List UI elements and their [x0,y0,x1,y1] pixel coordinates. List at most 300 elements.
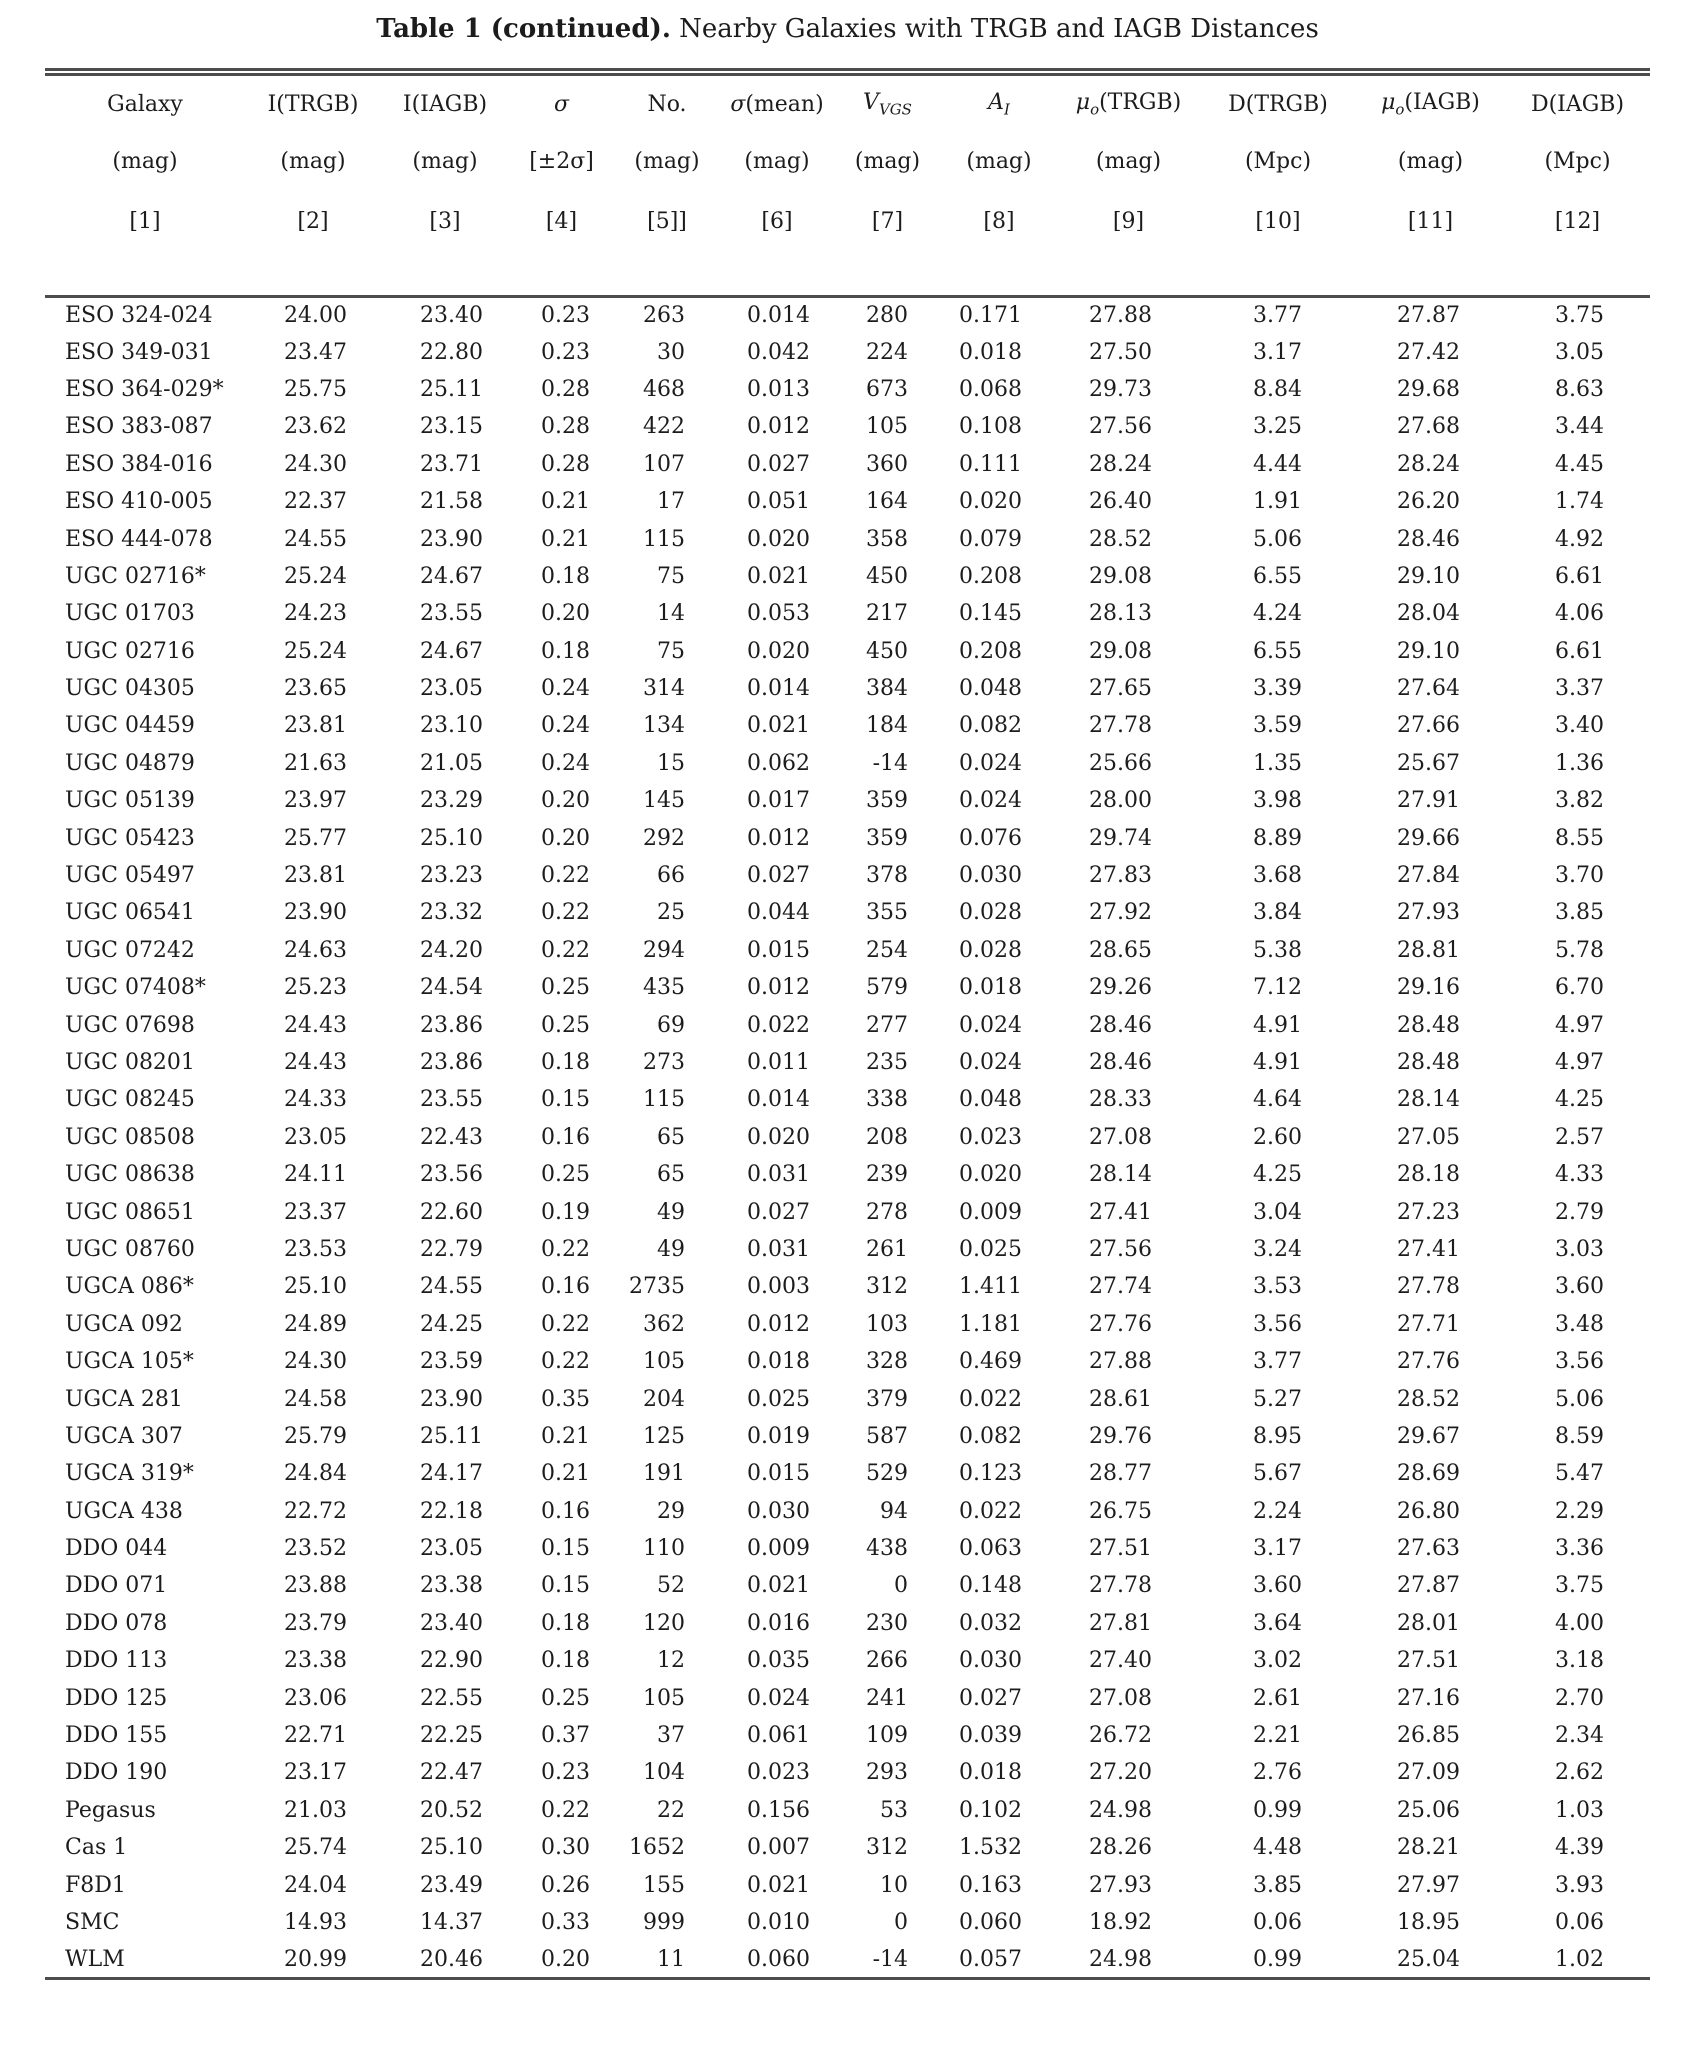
value-cell-sigma: 0.25 [541,1685,590,1711]
value-cell-d-trgb: 5.38 [1253,937,1302,963]
value-cell-i-trgb: 24.30 [284,1349,347,1375]
value-cell-sigma-mean: 0.007 [747,1835,810,1861]
value-cell-i-trgb: 24.58 [284,1386,347,1412]
value-cell-sigma-mean: 0.031 [747,1236,810,1262]
value-cell-i-iagb: 23.23 [420,863,483,889]
table-row [45,1343,1650,1380]
value-cell-sigma-mean: 0.022 [747,1012,810,1038]
value-cell-sigma-mean: 0.027 [747,451,810,477]
value-cell-d-iagb: 2.70 [1555,1685,1604,1711]
value-cell-v-vgs: 0 [894,1573,908,1599]
table-row [45,1717,1650,1754]
value-cell-a-i: 0.171 [959,302,1022,328]
value-cell-sigma: 0.33 [541,1909,590,1935]
galaxy-name-cell: Pegasus [65,1797,156,1823]
value-cell-sigma: 0.22 [541,937,590,963]
value-cell-d-iagb: 8.55 [1555,825,1604,851]
galaxy-name-cell: UGC 08638 [65,1162,195,1188]
header-row-spacer [45,252,1650,296]
value-cell-sigma: 0.23 [541,339,590,365]
value-cell-sigma-mean: 0.014 [747,302,810,328]
col-unit-i-iagb: (mag) [412,148,478,174]
value-cell-d-iagb: 3.48 [1555,1311,1604,1337]
value-cell-i-trgb: 24.55 [284,526,347,552]
value-cell-i-trgb: 23.81 [284,863,347,889]
value-cell-a-i: 0.024 [959,1012,1022,1038]
value-cell-d-iagb: 4.45 [1555,451,1604,477]
galaxy-name-cell: DDO 155 [65,1723,168,1749]
value-cell-v-vgs: 261 [866,1236,908,1262]
value-cell-sigma: 0.24 [541,750,590,776]
value-cell-a-i: 0.123 [959,1461,1022,1487]
value-cell-d-trgb: 3.25 [1253,414,1302,440]
value-cell-no: 115 [643,1087,685,1113]
value-cell-d-iagb: 3.93 [1555,1872,1604,1898]
value-cell-i-iagb: 23.86 [420,1050,483,1075]
value-cell-sigma: 0.20 [541,601,590,627]
col-index-no: [5]] [647,208,687,234]
value-cell-sigma-mean: 0.021 [747,713,810,739]
col-index-d-iagb: [12] [1554,208,1601,234]
col-unit-d-trgb: (Mpc) [1244,148,1312,174]
value-cell-mu0-trgb: 27.88 [1089,302,1152,328]
value-cell-sigma-mean: 0.027 [747,1199,810,1225]
value-cell-no: 22 [657,1797,685,1823]
table-row [45,558,1650,595]
value-cell-a-i: 0.020 [959,489,1022,515]
value-cell-d-iagb: 3.44 [1555,414,1604,440]
value-cell-sigma-mean: 0.053 [747,601,810,627]
value-cell-sigma-mean: 0.023 [747,1760,810,1786]
value-cell-mu0-iagb: 28.48 [1397,1050,1460,1075]
value-cell-mu0-iagb: 28.52 [1397,1386,1460,1412]
value-cell-mu0-trgb: 27.56 [1089,414,1152,440]
value-cell-i-iagb: 22.80 [420,339,483,365]
value-cell-i-iagb: 25.11 [420,1423,483,1449]
value-cell-d-iagb: 4.39 [1555,1835,1604,1861]
value-cell-sigma-mean: 0.012 [747,825,810,851]
value-cell-d-trgb: 3.68 [1253,863,1302,889]
galaxy-name-cell: UGCA 105* [65,1349,194,1375]
value-cell-mu0-trgb: 28.77 [1089,1461,1152,1487]
value-cell-v-vgs: 53 [880,1797,908,1823]
col-unit-mu0-iagb: (mag) [1397,148,1464,174]
value-cell-i-iagb: 24.20 [420,937,483,963]
value-cell-v-vgs: 103 [866,1311,908,1337]
galaxy-name-cell: ESO 364-029* [65,376,224,402]
value-cell-sigma: 0.18 [541,638,590,664]
value-cell-sigma: 0.24 [541,676,590,702]
col-index-mu0-trgb: [9] [1112,208,1145,234]
table-row [45,932,1650,969]
value-cell-a-i: 0.079 [959,526,1022,552]
value-cell-sigma-mean: 0.011 [747,1050,810,1075]
value-cell-sigma: 0.15 [541,1536,590,1562]
value-cell-mu0-trgb: 27.56 [1089,1236,1152,1262]
spacer-cell [1200,252,1356,296]
table-row [45,296,1650,333]
value-cell-mu0-trgb: 27.92 [1089,900,1152,926]
table-row [45,894,1650,931]
value-cell-mu0-iagb: 27.64 [1397,676,1460,702]
value-cell-sigma: 0.20 [541,788,590,814]
value-cell-sigma-mean: 0.061 [747,1723,810,1749]
value-cell-d-trgb: 2.60 [1253,1124,1302,1150]
value-cell-sigma-mean: 0.042 [747,339,810,365]
value-cell-d-trgb: 2.24 [1253,1498,1302,1524]
value-cell-no: 422 [643,414,685,440]
value-cell-i-iagb: 24.67 [420,638,483,664]
value-cell-sigma: 0.21 [541,1461,590,1487]
value-cell-i-iagb: 24.55 [420,1274,483,1300]
value-cell-v-vgs: 312 [866,1835,908,1861]
galaxy-name-cell: ESO 384-016 [65,451,213,477]
value-cell-sigma-mean: 0.044 [747,900,810,926]
value-cell-sigma-mean: 0.025 [747,1386,810,1412]
value-cell-i-trgb: 25.74 [284,1835,347,1861]
table-row [45,1904,1650,1941]
galaxy-name-cell: UGC 07698 [65,1012,195,1038]
col-name-i-trgb: I(TRGB) [267,91,359,117]
value-cell-sigma-mean: 0.012 [747,1311,810,1337]
value-cell-d-iagb: 6.70 [1555,975,1604,1001]
value-cell-d-trgb: 3.77 [1253,302,1302,328]
value-cell-mu0-iagb: 26.20 [1397,489,1460,515]
value-cell-i-trgb: 25.10 [284,1274,347,1300]
value-cell-sigma: 0.18 [541,1610,590,1636]
value-cell-no: 14 [657,601,685,627]
value-cell-v-vgs: 438 [866,1536,908,1562]
galaxy-name-cell: ESO 349-031 [65,339,213,365]
col-index-v-vgs: [7] [871,208,904,234]
col-name-a-i: $A_I$ [988,89,1010,119]
value-cell-v-vgs: 241 [866,1685,908,1711]
value-cell-mu0-trgb: 28.26 [1089,1835,1152,1861]
value-cell-sigma-mean: 0.035 [747,1648,810,1674]
value-cell-v-vgs: 450 [866,563,908,589]
value-cell-d-trgb: 1.91 [1253,489,1302,515]
col-unit-sigma-mean: (mag) [744,148,810,174]
value-cell-no: 104 [643,1760,685,1786]
value-cell-i-iagb: 22.18 [420,1498,483,1524]
value-cell-sigma: 0.21 [541,526,590,552]
value-cell-d-trgb: 3.39 [1253,676,1302,702]
value-cell-d-iagb: 6.61 [1555,563,1604,589]
value-cell-d-iagb: 2.34 [1555,1723,1604,1749]
value-cell-mu0-iagb: 28.04 [1397,601,1460,627]
value-cell-sigma: 0.18 [541,563,590,589]
value-cell-v-vgs: 338 [866,1087,908,1113]
col-name-no: No. [647,91,687,117]
value-cell-v-vgs: 587 [866,1423,908,1449]
value-cell-a-i: 0.009 [959,1199,1022,1225]
table-row [45,1119,1650,1156]
value-cell-i-trgb: 24.00 [284,302,347,328]
table-row [45,1156,1650,1193]
value-cell-d-iagb: 5.78 [1555,937,1604,963]
value-cell-a-i: 0.024 [959,1050,1022,1075]
table-row [45,1792,1650,1829]
col-index-i-iagb: [3] [429,208,461,234]
value-cell-sigma: 0.37 [541,1723,590,1749]
value-cell-i-trgb: 21.03 [284,1797,347,1823]
value-cell-mu0-trgb: 29.74 [1089,825,1152,851]
value-cell-i-iagb: 22.60 [420,1199,483,1225]
value-cell-a-i: 0.022 [959,1386,1022,1412]
value-cell-i-trgb: 23.97 [284,788,347,814]
value-cell-mu0-iagb: 27.41 [1397,1236,1460,1262]
value-cell-d-iagb: 4.06 [1555,601,1604,627]
value-cell-no: 263 [643,302,685,328]
value-cell-sigma: 0.19 [541,1199,590,1225]
value-cell-d-iagb: 1.03 [1555,1797,1604,1823]
value-cell-i-iagb: 22.79 [420,1236,483,1262]
value-cell-sigma-mean: 0.017 [747,788,810,814]
value-cell-i-trgb: 22.72 [284,1498,347,1524]
value-cell-sigma: 0.23 [541,302,590,328]
value-cell-i-trgb: 23.79 [284,1610,347,1636]
value-cell-sigma-mean: 0.010 [747,1909,810,1935]
value-cell-mu0-iagb: 25.67 [1397,750,1460,776]
spacer-cell [1505,252,1650,296]
value-cell-i-trgb: 23.90 [284,900,347,926]
value-cell-d-iagb: 5.06 [1555,1386,1604,1412]
value-cell-a-i: 0.028 [959,937,1022,963]
value-cell-no: 69 [657,1012,685,1038]
value-cell-d-iagb: 8.59 [1555,1423,1604,1449]
value-cell-i-iagb: 25.10 [420,825,483,851]
table-row [45,1754,1650,1791]
value-cell-i-iagb: 20.46 [420,1946,483,1972]
galaxy-name-cell: DDO 071 [65,1573,168,1599]
value-cell-sigma: 0.20 [541,825,590,851]
galaxy-name-cell: UGC 08760 [65,1236,195,1262]
value-cell-mu0-iagb: 27.97 [1397,1872,1460,1898]
value-cell-d-iagb: 4.25 [1555,1087,1604,1113]
table-title [0,0,1695,44]
value-cell-v-vgs: 109 [866,1723,908,1749]
value-cell-i-trgb: 25.79 [284,1423,347,1449]
value-cell-i-trgb: 23.38 [284,1648,347,1674]
value-cell-i-iagb: 20.52 [420,1797,483,1823]
col-index-sigma-mean: [6] [761,208,793,234]
value-cell-mu0-iagb: 27.16 [1397,1685,1460,1711]
value-cell-mu0-trgb: 28.00 [1089,788,1152,814]
value-cell-mu0-iagb: 29.10 [1397,563,1460,589]
value-cell-a-i: 0.163 [959,1872,1022,1898]
value-cell-i-iagb: 21.05 [420,750,483,776]
value-cell-no: 115 [643,526,685,552]
galaxy-name-cell: UGC 08508 [65,1124,195,1150]
value-cell-mu0-iagb: 28.46 [1397,526,1460,552]
value-cell-mu0-trgb: 28.61 [1089,1386,1152,1412]
value-cell-i-iagb: 23.55 [420,601,483,627]
galaxy-name-cell: UGCA 092 [65,1311,183,1337]
value-cell-mu0-iagb: 27.93 [1397,900,1460,926]
value-cell-sigma-mean: 0.031 [747,1162,810,1188]
value-cell-mu0-iagb: 26.80 [1397,1498,1460,1524]
galaxy-name-cell: UGC 02716 [65,638,195,664]
value-cell-d-iagb: 3.03 [1555,1236,1604,1262]
value-cell-i-iagb: 25.11 [420,376,483,402]
galaxy-table [45,68,1650,1980]
value-cell-d-trgb: 3.04 [1253,1199,1302,1225]
col-name-sigma-mean: σ(mean) [730,91,824,117]
value-cell-no: 155 [643,1872,685,1898]
value-cell-mu0-trgb: 28.24 [1089,451,1152,477]
value-cell-mu0-iagb: 26.85 [1397,1723,1460,1749]
col-unit-mu0-trgb: (mag) [1095,148,1162,174]
col-name-v-vgs: $V_{VGS}$ [863,89,912,119]
table-row [45,1268,1650,1305]
value-cell-no: 65 [657,1124,685,1150]
value-cell-a-i: 0.068 [959,376,1022,402]
value-cell-i-trgb: 23.37 [284,1199,347,1225]
value-cell-i-iagb: 23.55 [420,1087,483,1113]
galaxy-name-cell: UGC 06541 [65,900,195,926]
value-cell-a-i: 0.208 [959,563,1022,589]
value-cell-mu0-trgb: 25.66 [1089,750,1152,776]
value-cell-i-iagb: 22.43 [420,1124,483,1150]
value-cell-v-vgs: 230 [866,1610,908,1636]
value-cell-mu0-iagb: 27.63 [1397,1536,1460,1562]
value-cell-sigma-mean: 0.019 [747,1423,810,1449]
value-cell-no: 204 [643,1386,685,1412]
value-cell-a-i: 0.048 [959,676,1022,702]
value-cell-d-trgb: 0.06 [1253,1909,1302,1935]
value-cell-mu0-iagb: 27.76 [1397,1349,1460,1375]
value-cell-d-iagb: 8.63 [1555,376,1604,402]
value-cell-v-vgs: 450 [866,638,908,664]
col-index-a-i: [8] [983,208,1015,234]
value-cell-i-iagb: 24.25 [420,1311,483,1337]
value-cell-d-trgb: 3.59 [1253,713,1302,739]
table-body [45,296,1650,1979]
table-row [45,782,1650,819]
value-cell-mu0-trgb: 27.81 [1089,1610,1152,1636]
galaxy-name-cell: WLM [65,1946,125,1972]
value-cell-v-vgs: 10 [880,1872,908,1898]
value-cell-sigma: 0.18 [541,1648,590,1674]
col-unit-d-iagb: (Mpc) [1544,148,1611,174]
spacer-cell [941,252,1057,296]
table-row [45,520,1650,557]
value-cell-sigma-mean: 0.016 [747,1610,810,1636]
table-row [45,1567,1650,1604]
value-cell-a-i: 0.020 [959,1162,1022,1188]
value-cell-mu0-iagb: 27.05 [1397,1124,1460,1150]
value-cell-mu0-iagb: 29.67 [1397,1423,1460,1449]
value-cell-no: 999 [643,1909,685,1935]
value-cell-sigma-mean: 0.012 [747,414,810,440]
table-row [45,1044,1650,1081]
galaxy-name-cell: UGC 08201 [65,1050,195,1075]
value-cell-v-vgs: 277 [866,1012,908,1038]
value-cell-i-trgb: 25.23 [284,975,347,1001]
value-cell-a-i: 0.028 [959,900,1022,926]
value-cell-i-trgb: 22.37 [284,489,347,515]
value-cell-d-trgb: 4.25 [1253,1162,1302,1188]
value-cell-sigma-mean: 0.024 [747,1685,810,1711]
value-cell-i-trgb: 24.04 [284,1872,347,1898]
value-cell-sigma-mean: 0.015 [747,1461,810,1487]
col-name-mu0-iagb: $\mu_o(IAGB)$ [1381,89,1480,119]
value-cell-a-i: 1.532 [959,1835,1022,1861]
value-cell-d-iagb: 3.37 [1555,676,1604,702]
value-cell-d-iagb: 3.85 [1555,900,1604,926]
value-cell-d-iagb: 3.40 [1555,713,1604,739]
value-cell-d-iagb: 3.82 [1555,788,1604,814]
value-cell-a-i: 0.018 [959,339,1022,365]
value-cell-sigma: 0.22 [541,900,590,926]
value-cell-d-trgb: 5.06 [1253,526,1302,552]
value-cell-no: 30 [657,339,685,365]
value-cell-d-trgb: 3.56 [1253,1311,1302,1337]
value-cell-sigma: 0.28 [541,414,590,440]
value-cell-mu0-iagb: 27.68 [1397,414,1460,440]
value-cell-mu0-trgb: 24.98 [1089,1946,1152,1972]
value-cell-i-trgb: 25.77 [284,825,347,851]
table-row [45,1193,1650,1230]
value-cell-no: 49 [657,1199,685,1225]
spacer-cell [1356,252,1505,296]
value-cell-mu0-iagb: 25.04 [1397,1946,1460,1972]
value-cell-a-i: 0.063 [959,1536,1022,1562]
value-cell-mu0-trgb: 28.65 [1089,937,1152,963]
value-cell-d-trgb: 5.67 [1253,1461,1302,1487]
value-cell-mu0-trgb: 27.88 [1089,1349,1152,1375]
value-cell-mu0-trgb: 28.46 [1089,1012,1152,1038]
value-cell-sigma-mean: 0.014 [747,676,810,702]
table-row [45,371,1650,408]
value-cell-mu0-trgb: 28.14 [1089,1162,1152,1188]
table-row [45,1380,1650,1417]
value-cell-mu0-iagb: 27.09 [1397,1760,1460,1786]
value-cell-d-trgb: 3.85 [1253,1872,1302,1898]
value-cell-i-trgb: 23.52 [284,1536,347,1562]
value-cell-mu0-iagb: 18.95 [1397,1909,1460,1935]
value-cell-mu0-trgb: 24.98 [1089,1797,1152,1823]
table-row [45,1306,1650,1343]
table-row [45,1829,1650,1866]
value-cell-i-trgb: 20.99 [284,1946,347,1972]
value-cell-sigma: 0.20 [541,1946,590,1972]
value-cell-sigma: 0.26 [541,1872,590,1898]
value-cell-mu0-iagb: 29.68 [1397,376,1460,402]
value-cell-mu0-trgb: 27.83 [1089,863,1152,889]
value-cell-sigma: 0.25 [541,975,590,1001]
value-cell-sigma-mean: 0.020 [747,526,810,552]
value-cell-i-iagb: 23.49 [420,1872,483,1898]
table-row [45,819,1650,856]
value-cell-i-iagb: 23.86 [420,1012,483,1038]
value-cell-i-trgb: 24.84 [284,1461,347,1487]
value-cell-v-vgs: 254 [866,937,908,963]
col-name-sigma: σ [553,91,570,117]
value-cell-d-iagb: 4.00 [1555,1610,1604,1636]
value-cell-a-i: 0.018 [959,975,1022,1001]
value-cell-i-trgb: 24.63 [284,937,347,963]
value-cell-i-trgb: 25.75 [284,376,347,402]
col-unit-i-trgb: (mag) [280,148,346,174]
galaxy-name-cell: UGC 01703 [65,601,195,627]
value-cell-mu0-trgb: 27.51 [1089,1536,1152,1562]
value-cell-sigma: 0.25 [541,1162,590,1188]
value-cell-i-trgb: 23.05 [284,1124,347,1150]
value-cell-d-iagb: 1.74 [1555,489,1604,515]
value-cell-sigma-mean: 0.021 [747,1573,810,1599]
table-row [45,1941,1650,1978]
